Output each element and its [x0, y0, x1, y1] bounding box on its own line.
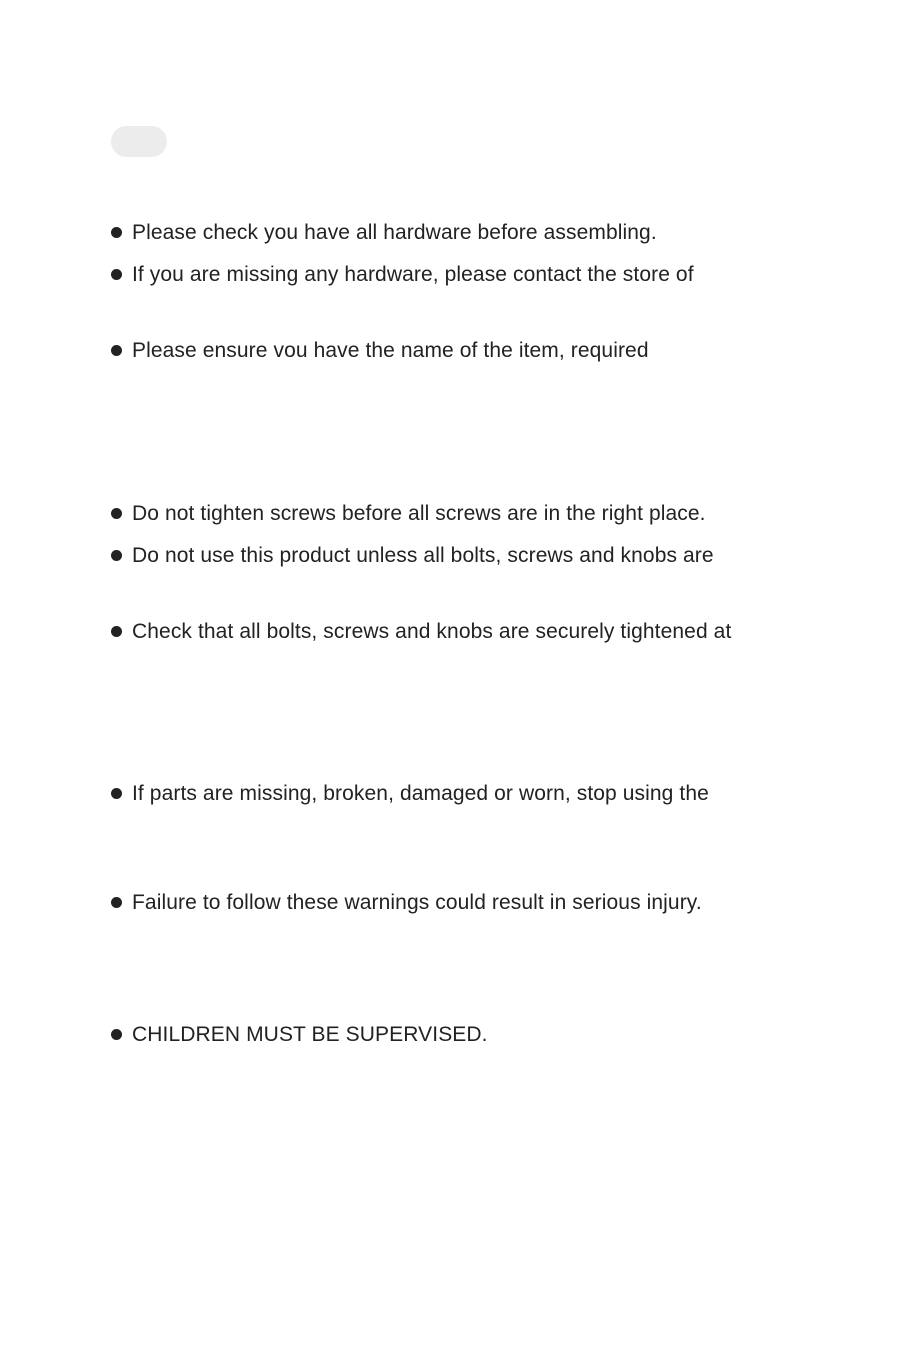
bullet-item-missing-hardware	[111, 262, 694, 288]
bullet-text: CHILDREN MUST BE SUPERVISED.	[132, 1023, 488, 1046]
bullet-item-children-supervised	[111, 1022, 488, 1048]
bullet-dot-icon	[111, 508, 122, 519]
bullet-text: If you are missing any hardware, please contact the store of	[132, 263, 694, 286]
bullet-item-tighten-screws	[111, 501, 706, 527]
bullet-dot-icon	[111, 897, 122, 908]
bullet-item-parts-missing	[111, 781, 709, 807]
bullet-dot-icon	[111, 788, 122, 799]
bullet-text: Please check you have all hardware before assembling.	[132, 221, 657, 244]
bullet-item-check-hardware	[111, 220, 657, 246]
bullet-dot-icon	[111, 626, 122, 637]
bullet-dot-icon	[111, 227, 122, 238]
bullet-dot-icon	[111, 1029, 122, 1040]
bullet-text: Failure to follow these warnings could result in serious injury.	[132, 891, 702, 914]
bullet-dot-icon	[111, 345, 122, 356]
bullet-item-do-not-use	[111, 543, 714, 569]
bullet-dot-icon	[111, 550, 122, 561]
bullet-text: Do not tighten screws before all screws are in the right place.	[132, 502, 706, 525]
bullet-text: If parts are missing, broken, damaged or worn, stop using the	[132, 782, 709, 805]
section-tab-pill	[111, 126, 167, 157]
bullet-item-failure-warning	[111, 890, 702, 916]
bullet-text: Please ensure vou have the name of the item, required	[132, 339, 649, 362]
bullet-text: Check that all bolts, screws and knobs are securely tightened at	[132, 620, 732, 643]
bullet-dot-icon	[111, 269, 122, 280]
bullet-item-check-bolts	[111, 619, 731, 645]
bullet-item-item-name	[111, 338, 649, 364]
bullet-text: Do not use this product unless all bolts, screws and knobs are	[132, 544, 714, 567]
